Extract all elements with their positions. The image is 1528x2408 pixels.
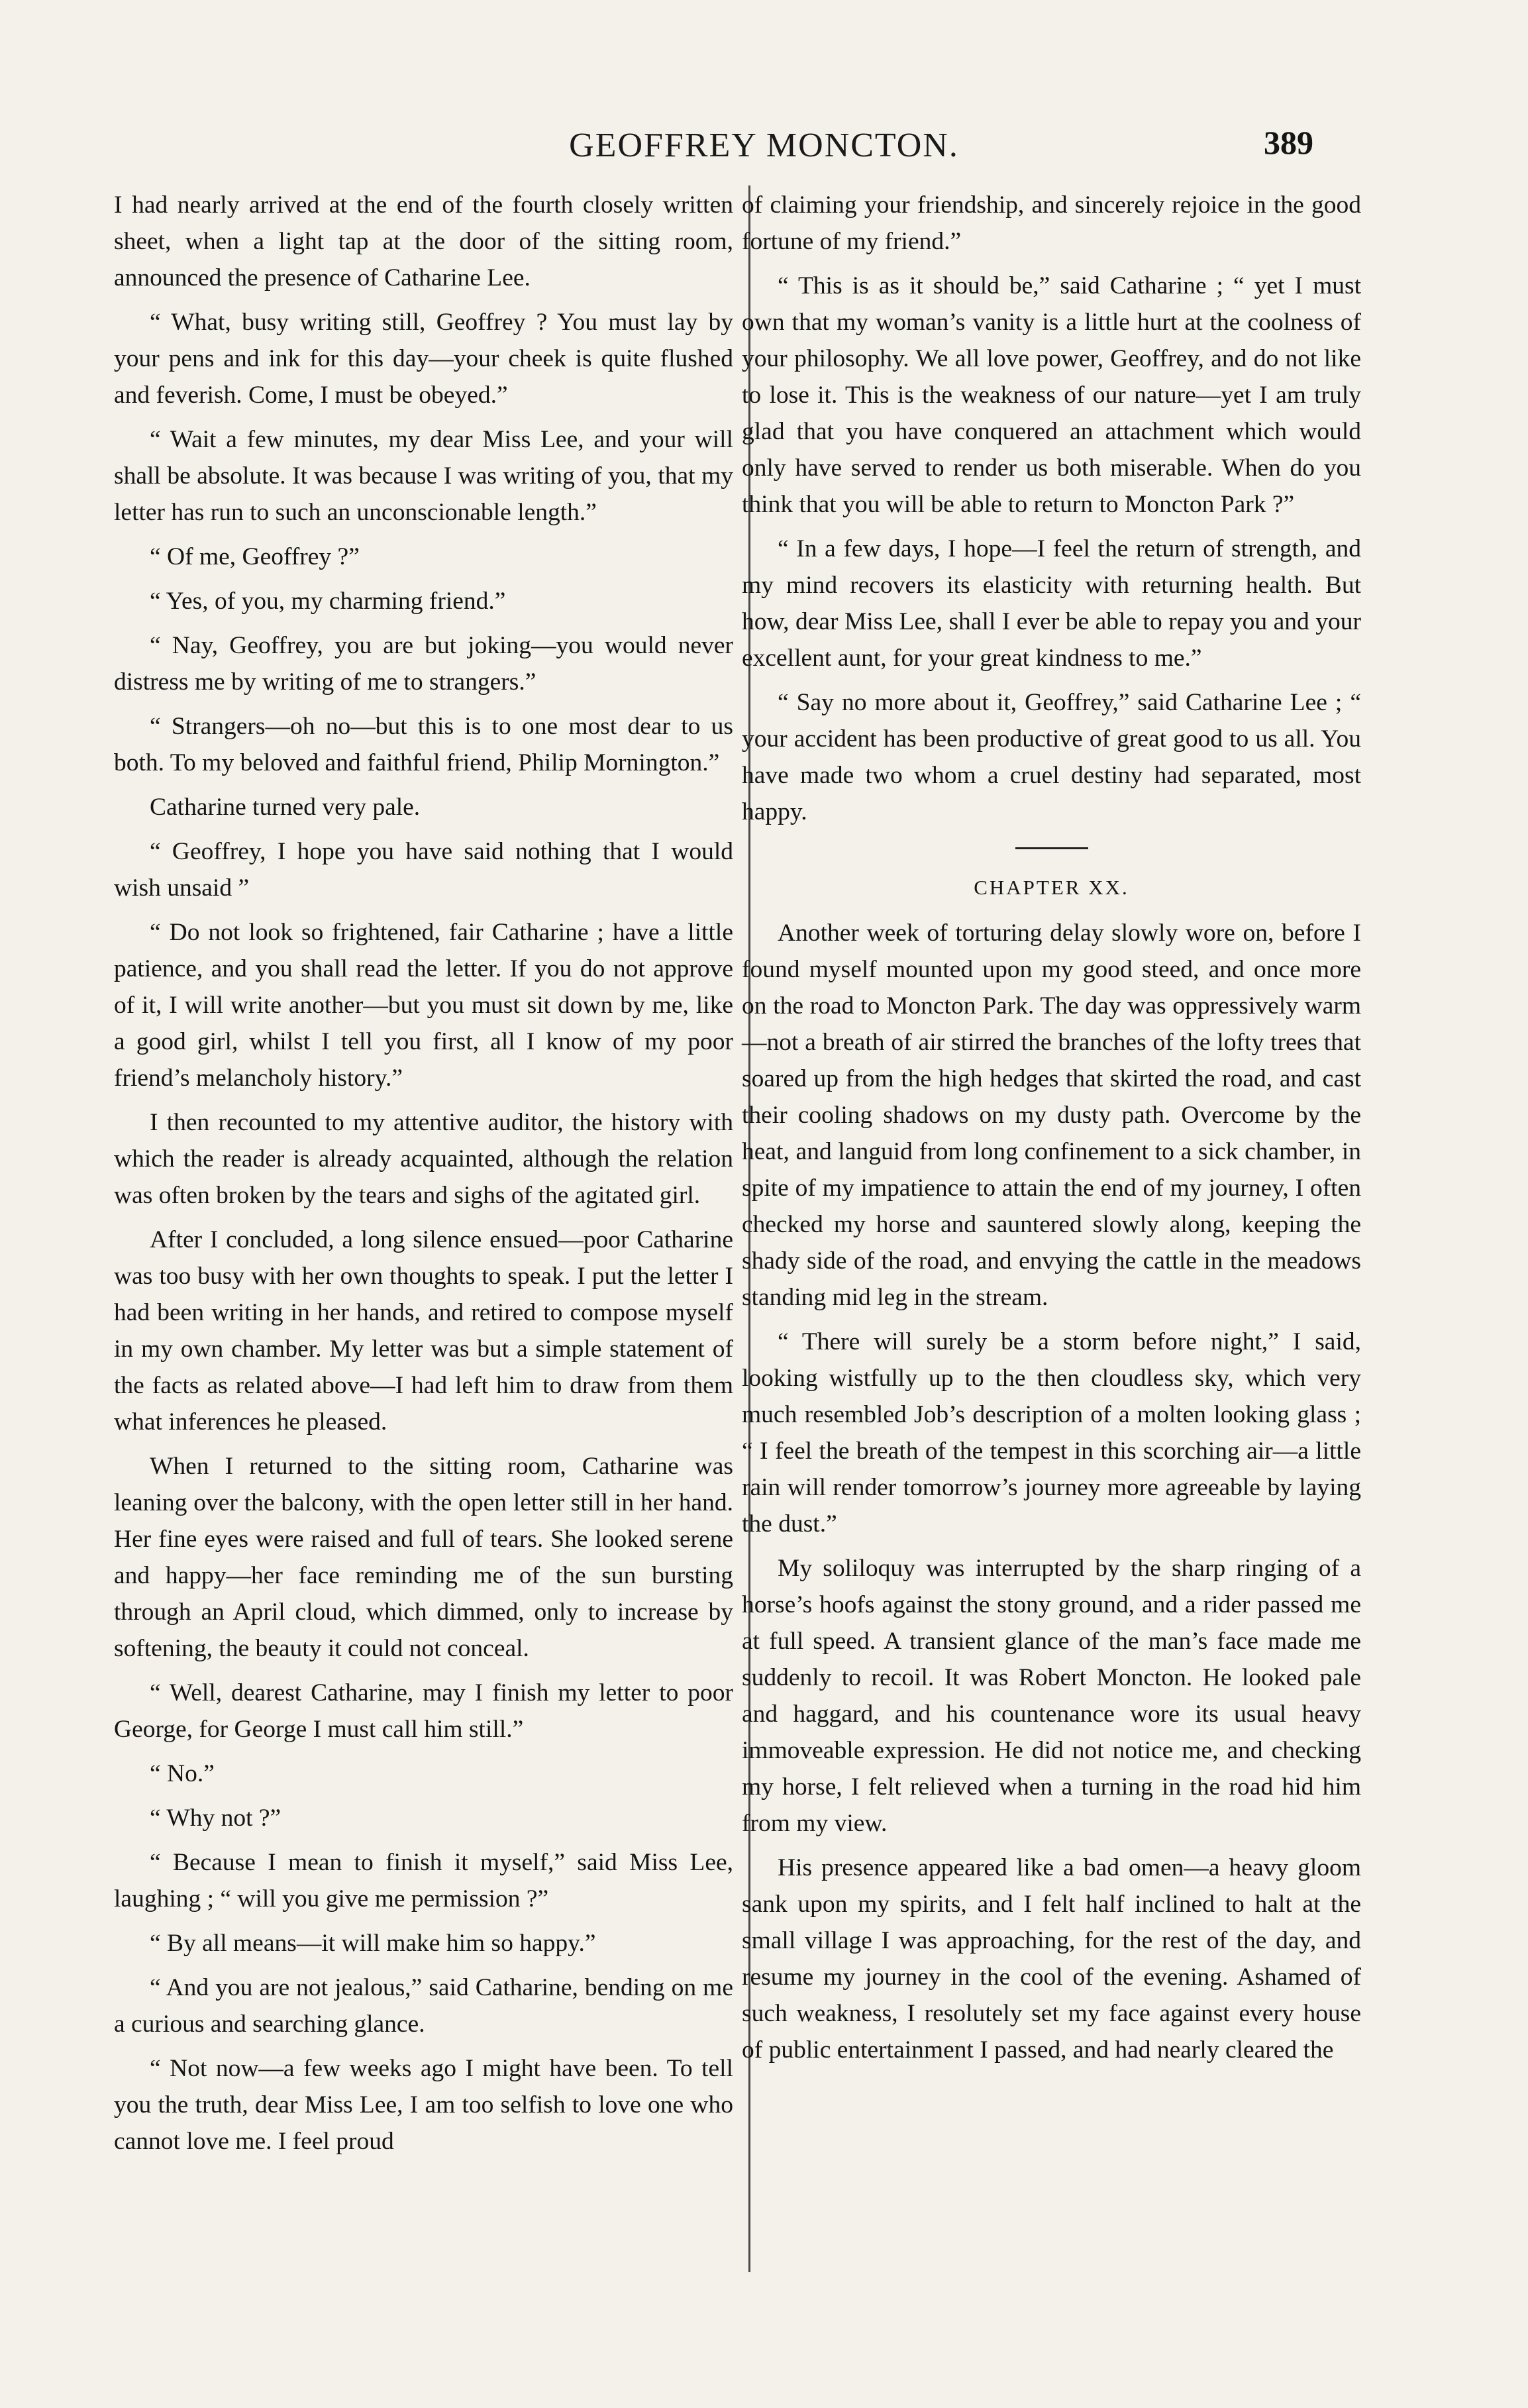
paragraph: “ Wait a few minutes, my dear Miss Lee, and your will shall be absolute. It was because I was writing of you, that my letter has run to such an unconscionable length.” <box>114 426 733 526</box>
paragraph: After I concluded, a long silence ensued—poor Catharine was too busy with her own thoughts to speak. I put the letter I had been writing in her hands, and retired to compose myself in my own chamber. My letter was but a simple statement of the facts as related above—I had left him to draw from them what inferences he pleased. <box>114 1226 733 1436</box>
paragraph: “ Yes, of you, my charming friend.” <box>150 588 506 615</box>
section-rule <box>1015 847 1088 849</box>
paragraph: Catharine turned very pale. <box>150 794 421 821</box>
left-column <box>114 187 733 2160</box>
running-title: GEOFFREY MONCTON. <box>569 127 959 164</box>
page-number: 389 <box>1264 124 1313 161</box>
paragraph: His presence appeared like a bad omen—a heavy gloom sank upon my spirits, and I felt half inclined to halt at the small village I was approaching, for the rest of the day, and resume my journey in the cool of the evening. Ashamed of such weakness, I resolutely set my face against every house of public entertainment I passed, and had nearly cleared the <box>742 1854 1361 2064</box>
paragraph: “ Because I mean to finish it myself,” said Miss Lee, laughing ; “ will you give me permission ?” <box>114 1849 733 1912</box>
paragraph: “ What, busy writing still, Geoffrey ? You must lay by your pens and ink for this day—your cheek is quite flushed and feverish. Come, I must be obeyed.” <box>114 309 733 409</box>
paragraph: “ Not now—a few weeks ago I might have been. To tell you the truth, dear Miss Lee, I am too selfish to love one who cannot love me. I feel proud <box>114 2055 733 2155</box>
paragraph: “ Of me, Geoffrey ?” <box>150 543 360 570</box>
paragraph: “ Geoffrey, I hope you have said nothing that I would wish unsaid ” <box>114 838 733 902</box>
paragraph: “ Well, dearest Catharine, may I finish my letter to poor George, for George I must call him still.” <box>114 1679 733 1743</box>
paragraph: I then recounted to my attentive auditor, the history with which the reader is already acquainted, although the relation was often broken by the tears and sighs of the agitated girl. <box>114 1109 733 1209</box>
paragraph: “ Say no more about it, Geoffrey,” said Catharine Lee ; “ your accident has been productive of great good to us all. You have made two whom a cruel destiny had separated, most happy. <box>742 689 1361 825</box>
paragraph: “ There will surely be a storm before night,” I said, looking wistfully up to the then cloudless sky, which very much resembled Job’s description of a molten looking glass ; “ I feel the breath of the tempest in this scorching air—a little rain will render tomorrow’s journey more agreeable by laying the dust.” <box>742 1328 1361 1538</box>
chapter-heading: CHAPTER XX. <box>974 876 1129 899</box>
paragraph: of claiming your friendship, and sincerely rejoice in the good fortune of my friend.” <box>742 191 1361 255</box>
paragraph: “ By all means—it will make him so happy.” <box>150 1930 596 1957</box>
paragraph: “ In a few days, I hope—I feel the return of strength, and my mind recovers its elasticity with returning health. But how, dear Miss Lee, shall I ever be able to repay you and your excellent aunt, for your great kindness to me.” <box>742 535 1361 672</box>
paragraph: “ And you are not jealous,” said Catharine, bending on me a curious and searching glance. <box>114 1974 733 2038</box>
paragraph: “ Strangers—oh no—but this is to one most dear to us both. To my beloved and faithful friend, Philip Mornington.” <box>114 713 733 776</box>
paragraph: “ This is as it should be,” said Catharine ; “ yet I must own that my woman’s vanity is a little hurt at the coolness of your philosophy. We all love power, Geoffrey, and do not like to lose it. This is the weakness of our nature—yet I am truly glad that you have conquered an attachment which would only have served to render us both miserable. When do you think that you will be able to return to Moncton Park ?” <box>742 272 1361 518</box>
paragraph: My soliloquy was interrupted by the sharp ringing of a horse’s hoofs against the stony ground, and a rider passed me at full speed. A transient glance of the man’s face made me suddenly to recoil. It was Robert Moncton. He looked pale and haggard, and his countenance wore its usual heavy immoveable expression. He did not notice me, and checking my horse, I felt relieved when a turning in the road hid him from my view. <box>742 1555 1361 1837</box>
right-column <box>742 187 1361 2068</box>
paragraph: When I returned to the sitting room, Catharine was leaning over the balcony, with the open letter still in her hand. Her fine eyes were raised and full of tears. She looked serene and happy—her face reminding me of the sun bursting through an April cloud, which dimmed, only to increase by softening, the beauty it could not conceal. <box>114 1453 733 1662</box>
paragraph: Another week of torturing delay slowly wore on, before I found myself mounted upon my good steed, and once more on the road to Moncton Park. The day was oppressively warm—not a breath of air stirred the branches of the lofty trees that soared up from the high hedges that skirted the road, and cast their cooling shadows on my dusty path. Overcome by the heat, and languid from long confinement to a sick chamber, in spite of my impatience to attain the end of my journey, I often checked my horse and sauntered slowly along, keeping the shady side of the road, and envying the cattle in the meadows standing mid leg in the stream. <box>742 919 1361 1311</box>
paragraph: “ Why not ?” <box>150 1805 281 1832</box>
paragraph: “ Do not look so frightened, fair Catharine ; have a little patience, and you shall read the letter. If you do not approve of it, I will write another—but you must sit down by me, like a good girl, whilst I tell you first, all I know of my poor friend’s melancholy history.” <box>114 919 733 1092</box>
paragraph: I had nearly arrived at the end of the fourth closely written sheet, when a light tap at the door of the sitting room, announced the presence of Catharine Lee. <box>114 191 733 291</box>
paragraph: “ Nay, Geoffrey, you are but joking—you would never distress me by writing of me to strangers.” <box>114 632 733 696</box>
paragraph: “ No.” <box>150 1760 215 1787</box>
